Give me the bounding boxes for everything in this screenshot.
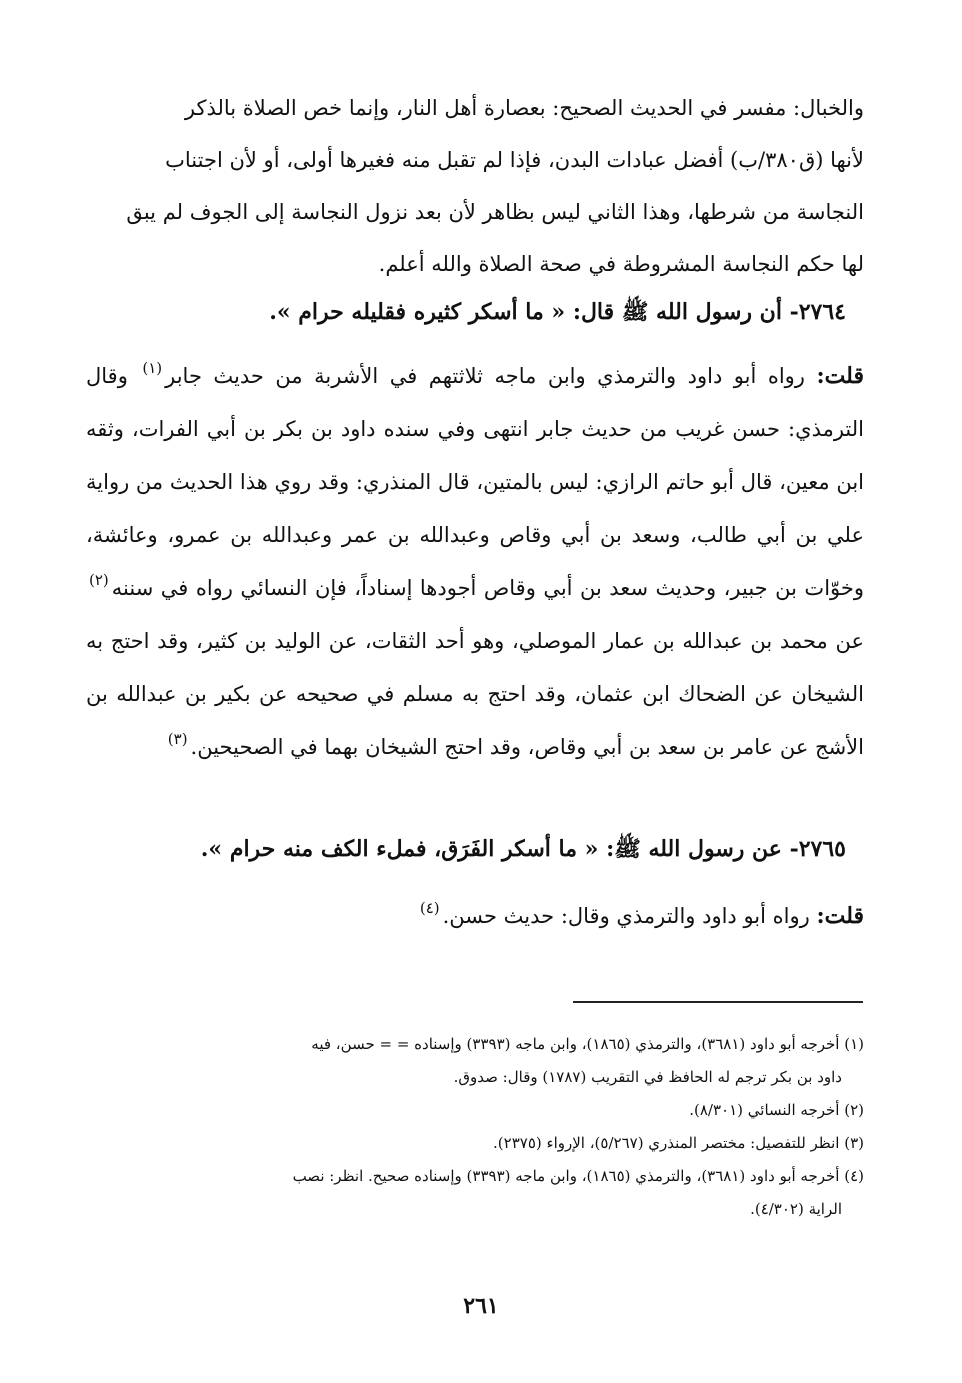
commentary-text: رواه أبو داود والترمذي وابن ماجه ثلاثتهم في الأشربة من حديث جابر (165, 364, 805, 388)
footnote-1-continued: داود بن بكر ترجم له الحافظ في التقريب (١٧٨٧) وقال: صدوق. (453, 1068, 842, 1086)
text-line: لها حكم النجاسة المشروطة في صحة الصلاة والله أعلم. (378, 252, 864, 276)
footnote-ref-2[interactable]: (٢) (89, 571, 109, 589)
commentary-text: رواه أبو داود والترمذي وقال: حديث حسن. (442, 904, 810, 928)
page-number: ٢٦١ (463, 1293, 499, 1319)
hadith-2765-heading: ٢٧٦٥- عن رسول الله ﷺ: « ما أسكر الفَرَق، فملء الكف منه حرام ». (200, 836, 846, 862)
text-line: والخبال: مفسر في الحديث الصحيح: بعصارة أهل النار، وإنما خص الصلاة بالذكر (184, 96, 864, 120)
text-line: النجاسة من شرطها، وهذا الثاني ليس بظاهر لأن بعد نزول النجاسة إلى الجوف لم يبق (126, 200, 864, 224)
footnote-3: (٣) انظر للتفصيل: مختصر المنذري (٥/٢٦٧)، الإرواء (٢٣٧٥). (493, 1134, 864, 1152)
footnotes-section (86, 1028, 864, 1226)
footnote-2: (٢) أخرجه النسائي (٨/٣٠١). (689, 1101, 864, 1119)
qult-label: قلت: (816, 903, 864, 929)
footnote-1: (١) أخرجه أبو داود (٣٦٨١)، والترمذي (١٨٦٥)، وابن ماجه (٣٣٩٣) وإسناده = = حسن، فيه (311, 1035, 864, 1053)
footnote-ref-1[interactable]: (١) (142, 359, 163, 377)
footnote-ref-3[interactable]: (٣) (167, 730, 188, 748)
commentary-2764 (86, 350, 864, 774)
opening-paragraph (86, 82, 864, 290)
commentary-text: وقال الترمذي: حسن غريب من حديث جابر انتهى وفي سنده داود بن بكر بن أبي الفرات، وثقه ابن معين، قال أبو حاتم الرازي: ليس بالمتين، قال المنذري: وقد روي هذا الحديث من رواية علي بن أبي طالب، وسعد بن أبي وقاص وعبدالله بن عمر وعبدالله بن عمرو، وعائشة، وخوّات بن جبير، وحديث سعد بن أبي وقاص أجودها إسناداً، فإن النسائي رواه في سننه (86, 364, 864, 600)
footnote-4: (٤) أخرجه أبو داود (٣٦٨١)، والترمذي (١٨٦٥)، وابن ماجه (٣٣٩٣) وإسناده صحيح. انظر: نصب (292, 1167, 864, 1185)
footnote-4-continued: الراية (٤/٣٠٢). (750, 1200, 842, 1218)
qult-label: قلت: (816, 363, 864, 389)
text-line: لأنها (ق٣٨٠/ب) أفضل عبادات البدن، فإذا لم تقبل منه فغيرها أولى، أو لأن اجتناب (165, 148, 864, 172)
commentary-2765 (86, 890, 864, 943)
footnote-divider (573, 1001, 863, 1003)
commentary-text: عن محمد بن عبدالله بن عمار الموصلي، وهو أحد الثقات، عن الوليد بن كثير، وقد احتج به الشيخان عن الضحاك ابن عثمان، وقد احتج به مسلم في صحيحه عن بكير بن عبدالله بن الأشج عن عامر بن سعد بن أبي وقاص، وقد احتج الشيخان بهما في الصحيحين. (86, 629, 864, 759)
hadith-2764-heading: ٢٧٦٤- أن رسول الله ﷺ قال: « ما أسكر كثيره فقليله حرام ». (269, 299, 846, 325)
footnote-ref-4[interactable]: (٤) (419, 899, 440, 917)
